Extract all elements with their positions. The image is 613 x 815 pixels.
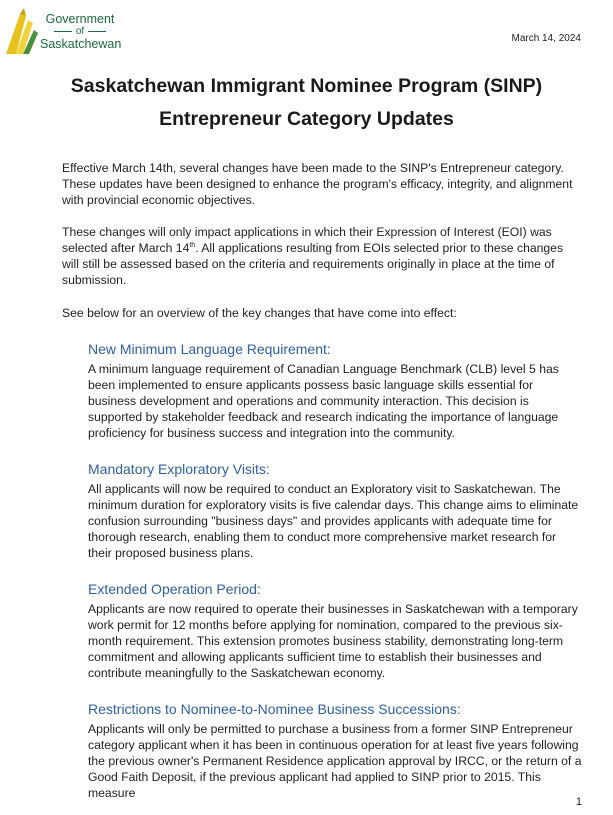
intro-paragraph-1: Effective March 14th, several changes have been made to the SINP's Entrepreneur category. These updates have been designed to enhance the program's efficacy, integrity, and alignment with provincial economic objectives.: [62, 161, 573, 207]
page-number: 1: [575, 796, 582, 808]
section-heading-exploratory: Mandatory Exploratory Visits:: [88, 461, 270, 477]
intro-p2-text-before: These changes will only impact applications in which their Expression of Interest (EOI) was selected after March 14: [62, 225, 552, 255]
government-logo: [4, 6, 122, 56]
section-text-succession: Applicants will only be permitted to purchase a business from a former SINP Entrepreneur category applicant when it has been in continuous operation for at least five years following the previous owner's Permanent Residence application approval by IRCC, or the return of a Good Faith Deposit, if the previous applicant had applied to SINP prior to 2015. This measure: [88, 722, 582, 800]
title-line-1: Saskatchewan Immigrant Nominee Program (SINP): [70, 75, 543, 97]
wheat-sheaf-icon: [4, 6, 44, 56]
page-title: [0, 70, 613, 136]
logo-line-saskatchewan: Saskatchewan: [40, 37, 122, 51]
intro-p2-text-after: . All applications resulting from EOIs selected prior to these changes will still be assessed based on the criteria and requirements originally in place at the time of submission.: [62, 241, 564, 287]
section-text-operation: Applicants are now required to operate their businesses in Saskatchewan with a temporary work permit for 12 months before applying for nomination, compared to the previous six-month requirement. This extension promotes business stability, demonstrating long-term commitment and allowing applicants sufficient time to establish their businesses and contribute meaningfully to the Saskatchewan economy.: [88, 602, 578, 680]
section-text-language: A minimum language requirement of Canadian Language Benchmark (CLB) level 5 has been implemented to ensure applicants possess basic language skills essential for business development and operations and community interaction. This decision is supported by stakeholder feedback and research indicating the importance of language proficiency for business success and integration into the community.: [88, 362, 559, 440]
document-date: March 14, 2024: [511, 33, 581, 44]
intro-p2-superscript: th: [189, 241, 196, 249]
logo-line-of: of: [40, 26, 120, 37]
section-heading-succession: Restrictions to Nominee-to-Nominee Business Successions:: [88, 701, 461, 717]
intro-paragraph-2: [62, 224, 582, 288]
intro-paragraph-3: See below for an overview of the key changes that have come into effect:: [62, 306, 457, 320]
section-heading-language: New Minimum Language Requirement:: [88, 341, 331, 357]
section-text-exploratory: All applicants will now be required to conduct an Exploratory visit to Saskatchewan. The minimum duration for exploratory visits is five calendar days. This change aims to eliminate confusion surrounding "business days" and provides applicants with adequate time for thorough research, enabling them to conduct more comprehensive market research for their proposed business plans.: [88, 482, 579, 560]
logo-line-government: Government: [45, 12, 115, 26]
title-line-2: Entrepreneur Category Updates: [159, 108, 454, 130]
section-heading-operation: Extended Operation Period:: [88, 581, 261, 597]
